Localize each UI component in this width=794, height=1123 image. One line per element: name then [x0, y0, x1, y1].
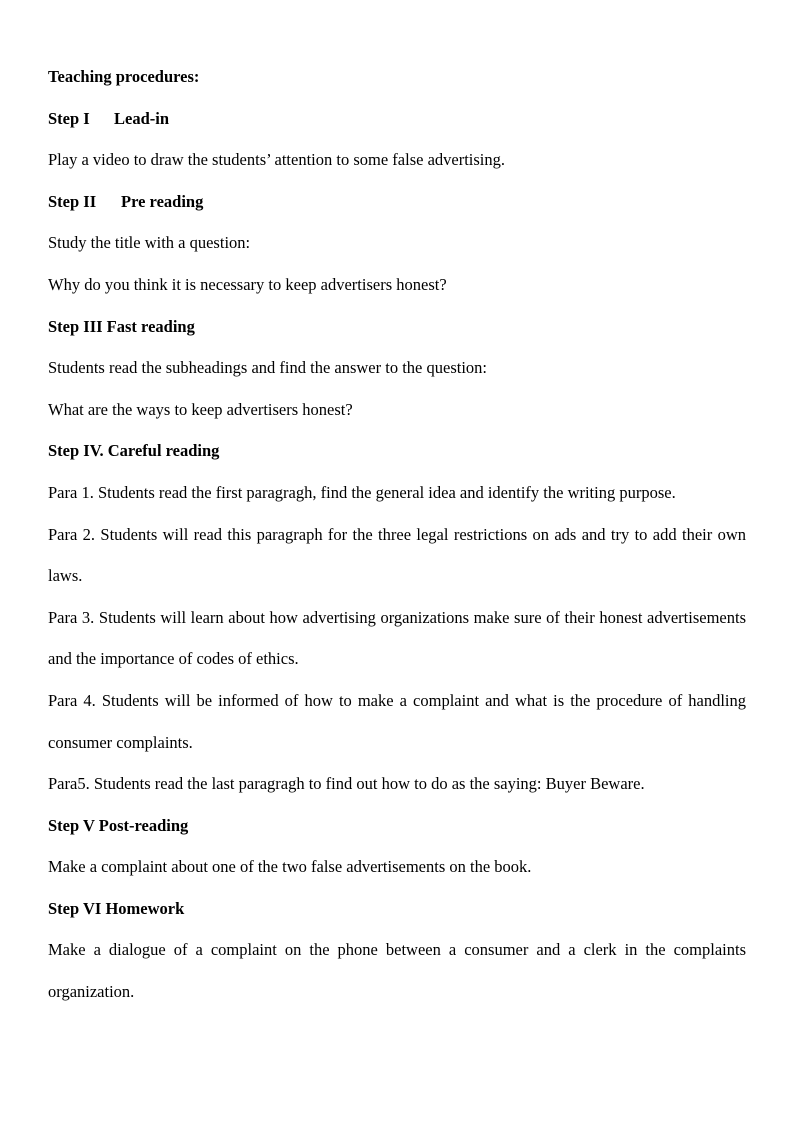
- step-1-name: Lead-in: [114, 108, 170, 128]
- step-4-para-2: Para 2. Students will read this paragraph for the three legal restrictions on ads and try to add their own laws.: [48, 524, 746, 586]
- step-4-para-5: Para5. Students read the last paragragh to find out how to do as the saying: Buyer Beware.: [48, 774, 645, 794]
- step-4-para-3: Para 3. Students will learn about how advertising organizations make sure of their honest advertisements and the importance of codes of ethics.: [48, 607, 746, 669]
- step-3-text-1: Students read the subheadings and find the answer to the question:: [48, 358, 487, 378]
- step-3-heading: Step III Fast reading: [48, 316, 195, 336]
- step-1-heading: [48, 98, 746, 140]
- step-5-heading: Step V Post-reading: [48, 815, 189, 835]
- step-2-name: Pre reading: [121, 191, 204, 211]
- step-2-text-2: Why do you think it is necessary to keep advertisers honest?: [48, 274, 447, 294]
- step-2-heading: [48, 181, 746, 223]
- step-1-label: Step I: [48, 108, 90, 128]
- document-body: [48, 56, 746, 1013]
- step-2-text-1: Study the title with a question:: [48, 233, 251, 253]
- step-1-text: Play a video to draw the students’ attention to some false advertising.: [48, 150, 506, 170]
- document-title: Teaching procedures:: [48, 67, 200, 86]
- step-6-text: Make a dialogue of a complaint on the phone between a consumer and a clerk in the complaints organization.: [48, 940, 746, 1002]
- step-4-para-4: Para 4. Students will be informed of how to make a complaint and what is the procedure of handling consumer complaints.: [48, 690, 746, 752]
- step-2-label: Step II: [48, 191, 97, 211]
- step-4-para-1: Para 1. Students read the first paragragh, find the general idea and identify the writing purpose.: [48, 482, 676, 502]
- step-4-heading: Step IV. Careful reading: [48, 441, 220, 461]
- step-5-text: Make a complaint about one of the two false advertisements on the book.: [48, 857, 532, 877]
- step-3-text-2: What are the ways to keep advertisers honest?: [48, 399, 353, 419]
- step-6-heading: Step VI Homework: [48, 898, 185, 918]
